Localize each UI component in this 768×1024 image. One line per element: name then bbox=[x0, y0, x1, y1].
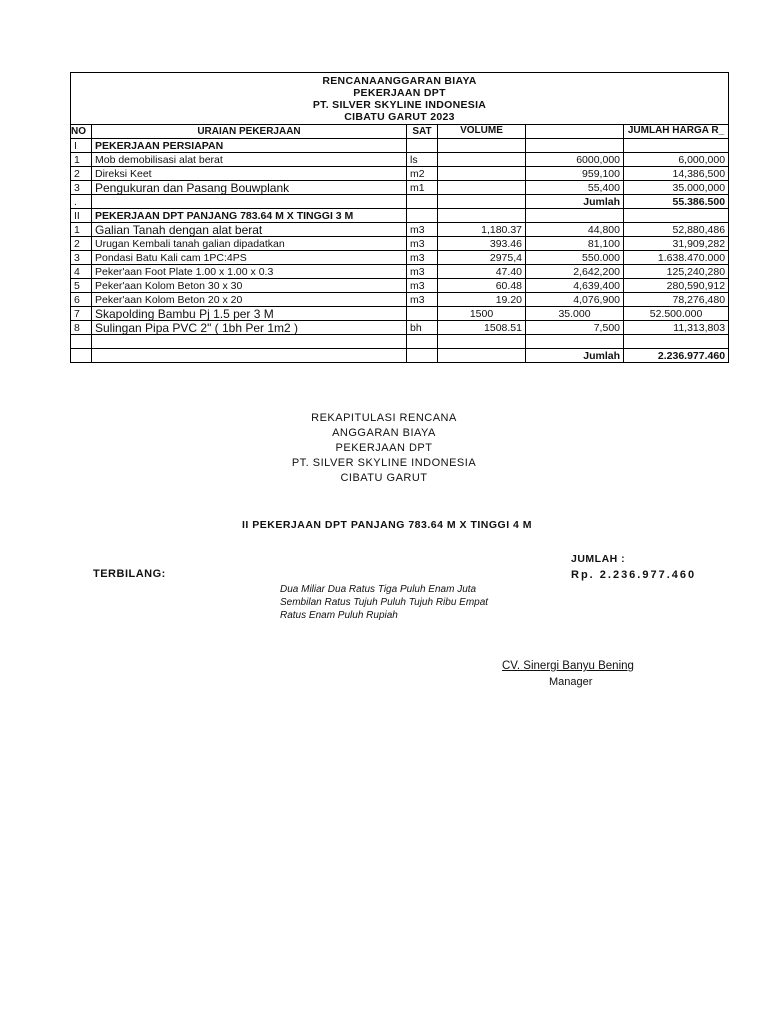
subtotal-label: Jumlah bbox=[526, 195, 624, 209]
row-sat: m3 bbox=[407, 237, 438, 251]
row-volume: 19.20 bbox=[438, 293, 526, 307]
row-jumlah: 52,880,486 bbox=[624, 223, 729, 237]
row-sat: m3 bbox=[407, 265, 438, 279]
rab-table bbox=[70, 72, 729, 363]
row-uraian: Direksi Keet bbox=[92, 167, 407, 181]
row-no: 4 bbox=[71, 265, 92, 279]
table-row bbox=[71, 181, 729, 195]
row-harga: 35.000 bbox=[526, 307, 624, 321]
row-harga: 55,400 bbox=[526, 181, 624, 195]
table-row bbox=[71, 251, 729, 265]
recap-jumlah-value: Rp. 2.236.977.460 bbox=[571, 569, 697, 581]
row-no: 1 bbox=[71, 153, 92, 167]
row-harga: 4,639,400 bbox=[526, 279, 624, 293]
title-line-3: PT. SILVER SKYLINE INDONESIA bbox=[312, 99, 487, 111]
recap-line-5: CIBATU GARUT bbox=[340, 472, 428, 484]
row-jumlah: 125,240,280 bbox=[624, 265, 729, 279]
row-jumlah: 78,276,480 bbox=[624, 293, 729, 307]
row-uraian: Pondasi Batu Kali cam 1PC:4PS bbox=[92, 251, 407, 265]
row-volume bbox=[438, 153, 526, 167]
table-row bbox=[71, 279, 729, 293]
subtotal-label: Jumlah bbox=[526, 349, 624, 363]
row-uraian: Galian Tanah dengan alat berat bbox=[92, 223, 407, 237]
row-uraian: Peker'aan Kolom Beton 20 x 20 bbox=[92, 293, 407, 307]
row-volume: 2975,4 bbox=[438, 251, 526, 265]
row-sat: bh bbox=[407, 321, 438, 335]
row-sat bbox=[407, 307, 438, 321]
row-harga: 959,100 bbox=[526, 167, 624, 181]
subtotal-no: . bbox=[71, 195, 92, 209]
row-sat: m3 bbox=[407, 293, 438, 307]
row-jumlah: 280,590,912 bbox=[624, 279, 729, 293]
row-harga: 44,800 bbox=[526, 223, 624, 237]
col-no: NO bbox=[71, 125, 92, 139]
empty-row bbox=[71, 335, 729, 349]
row-volume: 1508.51 bbox=[438, 321, 526, 335]
row-volume: 1500 bbox=[438, 307, 526, 321]
row-jumlah: 31,909,282 bbox=[624, 237, 729, 251]
row-sat: m3 bbox=[407, 223, 438, 237]
title-line-4: CIBATU GARUT 2023 bbox=[344, 111, 455, 123]
signature-company: CV. Sinergi Banyu Bening bbox=[502, 660, 634, 672]
row-sat: m3 bbox=[407, 279, 438, 293]
table-row bbox=[71, 167, 729, 181]
row-harga: 2,642,200 bbox=[526, 265, 624, 279]
row-no: 8 bbox=[71, 321, 92, 335]
col-jumlah-harga: JUMLAH HARGA R_ bbox=[624, 125, 729, 139]
table-row bbox=[71, 307, 729, 321]
title-row bbox=[71, 73, 729, 125]
terbilang-line-1: Dua Miliar Dua Ratus Tiga Puluh Enam Juta bbox=[280, 584, 477, 595]
terbilang-text bbox=[280, 583, 488, 622]
col-uraian: URAIAN PEKERJAAN bbox=[92, 125, 407, 139]
recap-section-line: II PEKERJAAN DPT PANJANG 783.64 M X TINGGI 4 M bbox=[242, 519, 533, 531]
row-uraian: Pengukuran dan Pasang Bouwplank bbox=[92, 181, 407, 195]
row-harga: 4,076,900 bbox=[526, 293, 624, 307]
row-uraian: Peker'aan Foot Plate 1.00 x 1.00 x 0.3 bbox=[92, 265, 407, 279]
rab-sheet bbox=[70, 72, 728, 363]
row-sat: m2 bbox=[407, 167, 438, 181]
row-uraian: Skapolding Bambu Pj 1.5 per 3 M bbox=[92, 307, 407, 321]
title-line-2: PEKERJAAN DPT bbox=[353, 87, 446, 99]
subtotal-value: 2.236.977.460 bbox=[624, 349, 729, 363]
row-uraian: Mob demobilisasi alat berat bbox=[92, 153, 407, 167]
row-no: 2 bbox=[71, 237, 92, 251]
row-volume: 60.48 bbox=[438, 279, 526, 293]
terbilang-label: TERBILANG: bbox=[93, 568, 166, 580]
table-row bbox=[71, 223, 729, 237]
section-no: II bbox=[71, 209, 92, 223]
row-uraian: Peker'aan Kolom Beton 30 x 30 bbox=[92, 279, 407, 293]
row-volume: 47.40 bbox=[438, 265, 526, 279]
row-sat: m3 bbox=[407, 251, 438, 265]
row-no: 7 bbox=[71, 307, 92, 321]
row-jumlah: 11,313,803 bbox=[624, 321, 729, 335]
col-harga bbox=[526, 125, 624, 139]
row-harga: 6000,000 bbox=[526, 153, 624, 167]
row-jumlah: 1.638.470.000 bbox=[624, 251, 729, 265]
row-jumlah: 35.000,000 bbox=[624, 181, 729, 195]
row-jumlah: 52.500.000 bbox=[624, 307, 729, 321]
row-volume bbox=[438, 181, 526, 195]
row-uraian: Sulingan Pipa PVC 2" ( 1bh Per 1m2 ) bbox=[92, 321, 407, 335]
subtotal-value: 55.386.500 bbox=[624, 195, 729, 209]
section-row bbox=[71, 209, 729, 223]
row-sat: ls bbox=[407, 153, 438, 167]
subtotal-row bbox=[71, 349, 729, 363]
recap-heading bbox=[0, 411, 768, 486]
col-sat: SAT bbox=[407, 125, 438, 139]
section-title: PEKERJAAN PERSIAPAN bbox=[92, 139, 407, 153]
row-sat: m1 bbox=[407, 181, 438, 195]
section-row bbox=[71, 139, 729, 153]
column-header-row bbox=[71, 125, 729, 139]
recap-line-4: PT. SILVER SKYLINE INDONESIA bbox=[291, 457, 477, 469]
row-harga: 81,100 bbox=[526, 237, 624, 251]
signature-role: Manager bbox=[549, 676, 593, 688]
row-volume: 393.46 bbox=[438, 237, 526, 251]
terbilang-line-3: Ratus Enam Puluh Rupiah bbox=[280, 610, 398, 621]
terbilang-line-2: Sembilan Ratus Tujuh Puluh Tujuh Ribu Empat bbox=[280, 597, 489, 608]
recap-line-2: ANGGARAN BIAYA bbox=[332, 427, 436, 439]
row-jumlah: 14,386,500 bbox=[624, 167, 729, 181]
row-uraian: Urugan Kembali tanah galian dipadatkan bbox=[92, 237, 407, 251]
row-volume bbox=[438, 167, 526, 181]
col-volume: VOLUME bbox=[438, 125, 526, 139]
row-no: 2 bbox=[71, 167, 92, 181]
row-harga: 7,500 bbox=[526, 321, 624, 335]
row-harga: 550.000 bbox=[526, 251, 624, 265]
table-row bbox=[71, 265, 729, 279]
subtotal-row bbox=[71, 195, 729, 209]
document-title bbox=[71, 73, 729, 125]
table-row bbox=[71, 153, 729, 167]
recap-jumlah-label: JUMLAH : bbox=[571, 553, 626, 565]
table-row bbox=[71, 321, 729, 335]
recap-line-3: PEKERJAAN DPT bbox=[335, 442, 433, 454]
row-no: 6 bbox=[71, 293, 92, 307]
recap-line-1: REKAPITULASI RENCANA bbox=[311, 412, 457, 424]
title-line-1: RENCANAANGGARAN BIAYA bbox=[322, 75, 477, 87]
section-no: I bbox=[71, 139, 92, 153]
row-no: 1 bbox=[71, 223, 92, 237]
table-row bbox=[71, 293, 729, 307]
table-row bbox=[71, 237, 729, 251]
row-no: 5 bbox=[71, 279, 92, 293]
section-title: PEKERJAAN DPT PANJANG 783.64 M X TINGGI 3 M bbox=[92, 209, 407, 223]
row-jumlah: 6,000,000 bbox=[624, 153, 729, 167]
row-no: 3 bbox=[71, 181, 92, 195]
row-no: 3 bbox=[71, 251, 92, 265]
row-volume: 1,180.37 bbox=[438, 223, 526, 237]
